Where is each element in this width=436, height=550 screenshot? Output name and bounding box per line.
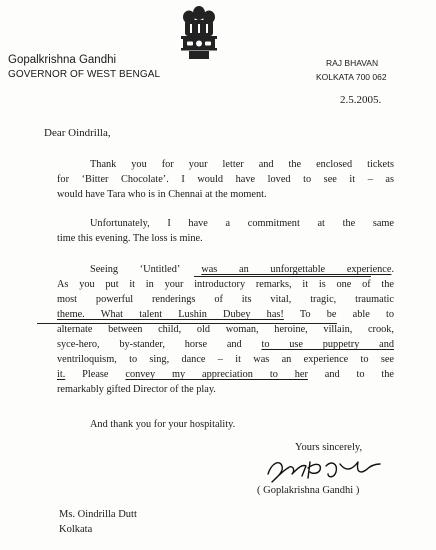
p3-line-8 bbox=[57, 367, 394, 382]
p3-line-6 bbox=[57, 337, 394, 352]
p3-text: . bbox=[391, 264, 395, 275]
p2-line-1: Unfortunately, I have a commitment at the same bbox=[90, 218, 394, 229]
underline-stroke bbox=[194, 276, 371, 277]
underlined-phrase: convey my appreciation to her bbox=[125, 369, 308, 380]
state-emblem-icon bbox=[176, 4, 222, 62]
recipient-city: Kolkata bbox=[59, 524, 93, 535]
p1-line-2: for ‘Bitter Chocolate’. I would have loved to see it – as bbox=[57, 174, 394, 185]
signer-name: ( Goplakrishna Gandhi ) bbox=[257, 485, 360, 496]
p3-text: syce-hero, by-stander, horse and bbox=[57, 339, 262, 350]
p3-line-7: ventriloquism, to sing, dance – it was an experience to see bbox=[57, 354, 394, 365]
address-line-2: KOLKATA 700 062 bbox=[316, 72, 387, 82]
paragraph-4 bbox=[57, 417, 394, 432]
p2-line-2: time this evening. The loss is mine. bbox=[57, 233, 203, 244]
closing: Yours sincerely, bbox=[295, 442, 363, 453]
letter-date: 2.5.2005. bbox=[340, 94, 382, 106]
paragraph-3 bbox=[57, 262, 394, 397]
paragraph-1 bbox=[57, 157, 394, 202]
p3-text: and to the bbox=[307, 369, 394, 380]
underline-stroke bbox=[37, 323, 337, 324]
salutation: Dear Oindrilla, bbox=[44, 127, 111, 139]
p1-line-3: would have Tara who is in Chennai at the moment. bbox=[57, 189, 267, 200]
p3-text: Seeing ‘Untitled’ bbox=[90, 264, 202, 275]
underlined-phrase: theme. What talent Lushin Dubey has! bbox=[57, 309, 284, 320]
p3-line-1 bbox=[57, 262, 394, 277]
handwritten-signature bbox=[262, 452, 386, 486]
p1-line-1: Thank you for your letter and the enclosed tickets bbox=[90, 159, 394, 170]
underlined-phrase: to use puppetry and bbox=[261, 339, 395, 350]
p3-line-3: most powerful renderings of its vital, tragic, traumatic bbox=[57, 294, 394, 305]
address-line-1: RAJ BHAVAN bbox=[326, 58, 379, 68]
underlined-phrase: it. bbox=[57, 369, 66, 380]
recipient-name: Ms. Oindrilla Dutt bbox=[59, 509, 137, 520]
sender-name: Gopalkrishna Gandhi bbox=[8, 54, 117, 66]
p3-text: To be able to bbox=[283, 309, 394, 320]
p4-line-1: And thank you for your hospitality. bbox=[90, 419, 236, 430]
p3-line-4 bbox=[57, 307, 394, 322]
p3-line-2: As you put it in your introductory remarks, it is one of the bbox=[57, 279, 394, 290]
p3-line-9: remarkably gifted Director of the play. bbox=[57, 384, 216, 395]
paragraph-2 bbox=[57, 216, 394, 246]
p3-line-5: alternate between child, old woman, heroine, villain, crook, bbox=[57, 324, 394, 335]
underlined-phrase: was an unforgettable experience bbox=[201, 264, 392, 275]
sender-title: GOVERNOR OF WEST BENGAL bbox=[8, 69, 161, 80]
p3-text: Please bbox=[65, 369, 126, 380]
